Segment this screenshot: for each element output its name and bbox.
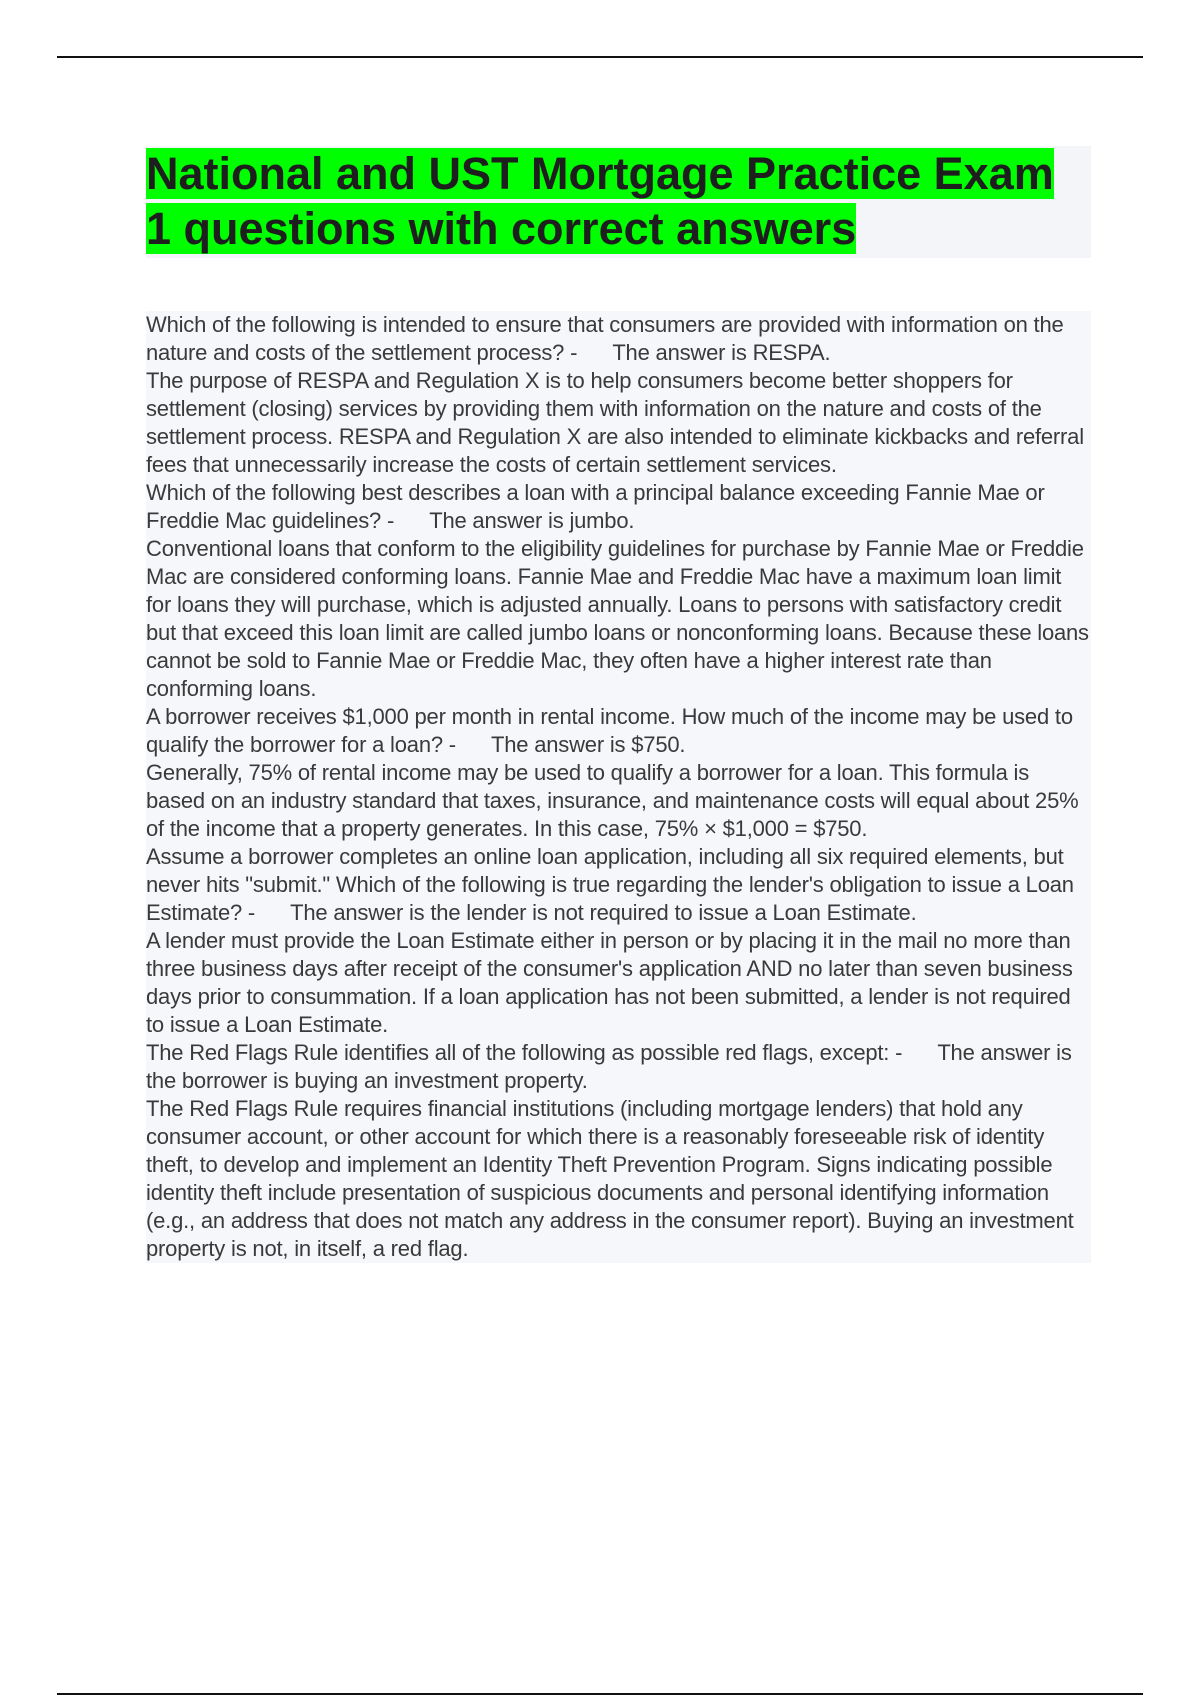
question-5: The Red Flags Rule identifies all of the following as possible red flags, except: - The answer is the borrower is buying an investment property. — [146, 1040, 1078, 1093]
document-title — [146, 146, 1091, 256]
question-3: A borrower receives $1,000 per month in rental income. How much of the income may be used to qualify the borrower for a loan? - The answer is $750. — [146, 704, 1079, 757]
explanation-1: The purpose of RESPA and Regulation X is to help consumers become better shoppers for settlement (closing) services by providing them with information on the nature and costs of the settlement process. RESPA and Regulation X are also intended to eliminate kickbacks and referral fees that unnecessarily increase the costs of certain settlement services. — [146, 368, 1090, 477]
explanation-3: Generally, 75% of rental income may be used to qualify a borrower for a loan. This formula is based on an industry standard that taxes, insurance, and maintenance costs will equal about 25% of the income that a property generates. In this case, 75% × $1,000 = $750. — [146, 760, 1085, 841]
question-2: Which of the following best describes a loan with a principal balance exceeding Fannie Mae or Freddie Mac guidelines? - The answer is jumbo. — [146, 480, 1051, 533]
explanation-5: The Red Flags Rule requires financial institutions (including mortgage lenders) that hold any consumer account, or other account for which there is a reasonably foreseeable risk of identity theft, to develop and implement an Identity Theft Prevention Program. Signs indicating possible identity theft include presentation of suspicious documents and personal identifying information (e.g., an address that does not match any address in the consumer report). Buying an investment property is not, in itself, a red flag. — [146, 1096, 1080, 1261]
question-1: Which of the following is intended to ensure that consumers are provided with information on the nature and costs of the settlement process? - The answer is RESPA. — [146, 312, 1070, 365]
explanation-4: A lender must provide the Loan Estimate either in person or by placing it in the mail no more than three business days after receipt of the consumer's application AND no later than seven business days prior to consummation. If a loan application has not been submitted, a lender is not required to issue a Loan Estimate. — [146, 928, 1079, 1037]
explanation-2: Conventional loans that conform to the eligibility guidelines for purchase by Fannie Mae or Freddie Mac are considered conforming loans. Fannie Mae and Freddie Mac have a maximum loan limit for loans they will purchase, which is adjusted annually. Loans to persons with satisfactory credit but that exceed this loan limit are called jumbo loans or nonconforming loans. Because these loans cannot be sold to Fannie Mae or Freddie Mac, they often have a higher interest rate than conforming loans. — [146, 536, 1095, 701]
document-body — [146, 311, 1095, 1263]
title-block — [146, 146, 1091, 258]
title-highlight: National and UST Mortgage Practice Exam 1 questions with correct answers — [146, 148, 1054, 254]
bottom-divider — [57, 1693, 1143, 1695]
question-4: Assume a borrower completes an online loan application, including all six required elements, but never hits "submit." Which of the following is true regarding the lender's obligation to issue a Loan Estimate? - The answer is the lender is not required to issue a Loan Estimate. — [146, 844, 1080, 925]
top-divider — [57, 56, 1143, 58]
